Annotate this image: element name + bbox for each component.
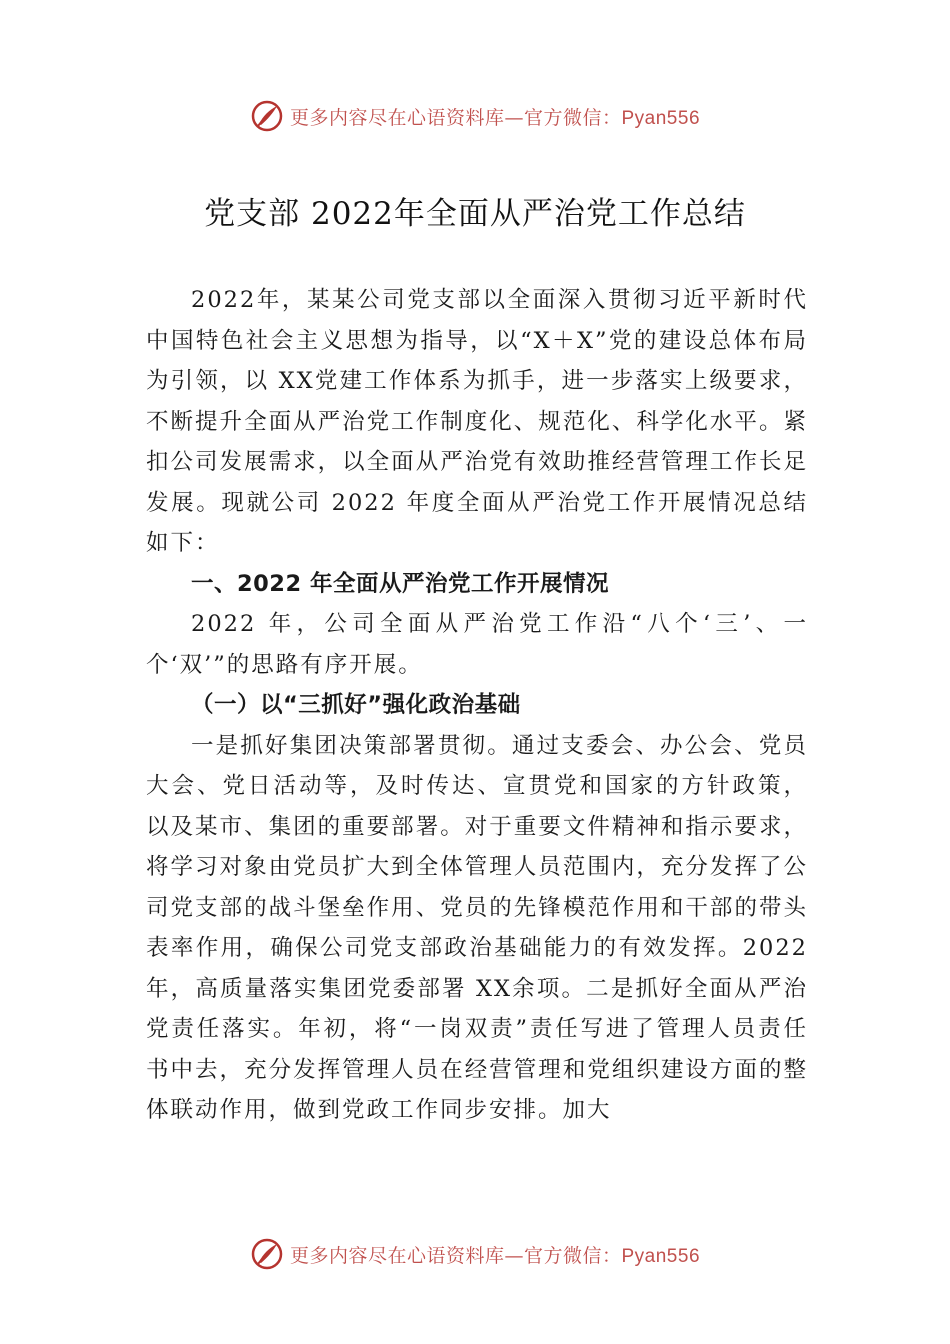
intro-paragraph: 2022年，某某公司党支部以全面深入贯彻习近平新时代中国特色社会主义思想为指导，以“X＋X”党的建设总体布局为引领，以 XX党建工作体系为抓手，进一步落实上级要求，不断提升全面从严治党工作制度化、规范化、科学化水平。紧扣公司发展需求，以全面从严治党有效助推经营管理工作长足发展。现就公司 2022 年度全面从严治党工作开展情况总结如下： — [146, 287, 808, 556]
watermark-text: 更多内容尽在心语资料库—官方微信：Pyan556 — [289, 1244, 701, 1267]
subsection-paragraph-1: 一是抓好集团决策部署贯彻。通过支委会、办公会、党员大会、党日活动等，及时传达、宣贯党和国家的方针政策， 以及某市、集团的重要部署。对于重要文件精神和指示要求，将学习对象由党员扩大到全体管理人员范围内，充分发挥了公司党支部的战斗堡垒作用、党员的先锋模范作用和干部的带头表率作用，确保公司党支部政治基础能力的有效发挥。2022年，高质量落实集团党委部署 XX余项。二是抓好全面从严治党责任落实。年初，将“一岗双责”责任写进了管理人员责任书中去，充分发挥管理人员在经营管理和党组织建设方面的整体联动作用，做到党政工作同步安排。加大 — [146, 732, 808, 1123]
header-watermark — [0, 96, 950, 136]
quill-badge-icon — [250, 99, 284, 133]
quill-badge-icon — [250, 1237, 284, 1271]
watermark-wechat-id: Pyan556 — [621, 1245, 701, 1267]
watermark-wechat-id: Pyan556 — [621, 107, 701, 129]
section-paragraph-1: 2022 年，公司全面从严治党工作沿“八个‘三’、一个‘双’”的思路有序开展。 — [146, 611, 808, 678]
section-heading-1: 一、2022 年全面从严治党工作开展情况 — [191, 570, 609, 597]
subsection-heading-1: （一）以“三抓好”强化政治基础 — [191, 692, 521, 718]
document-title: 党支部 2022年全面从严治党工作总结 — [204, 196, 746, 232]
footer-watermark — [0, 1234, 950, 1274]
document-body — [146, 280, 808, 1131]
watermark-text: 更多内容尽在心语资料库—官方微信：Pyan556 — [289, 106, 701, 129]
